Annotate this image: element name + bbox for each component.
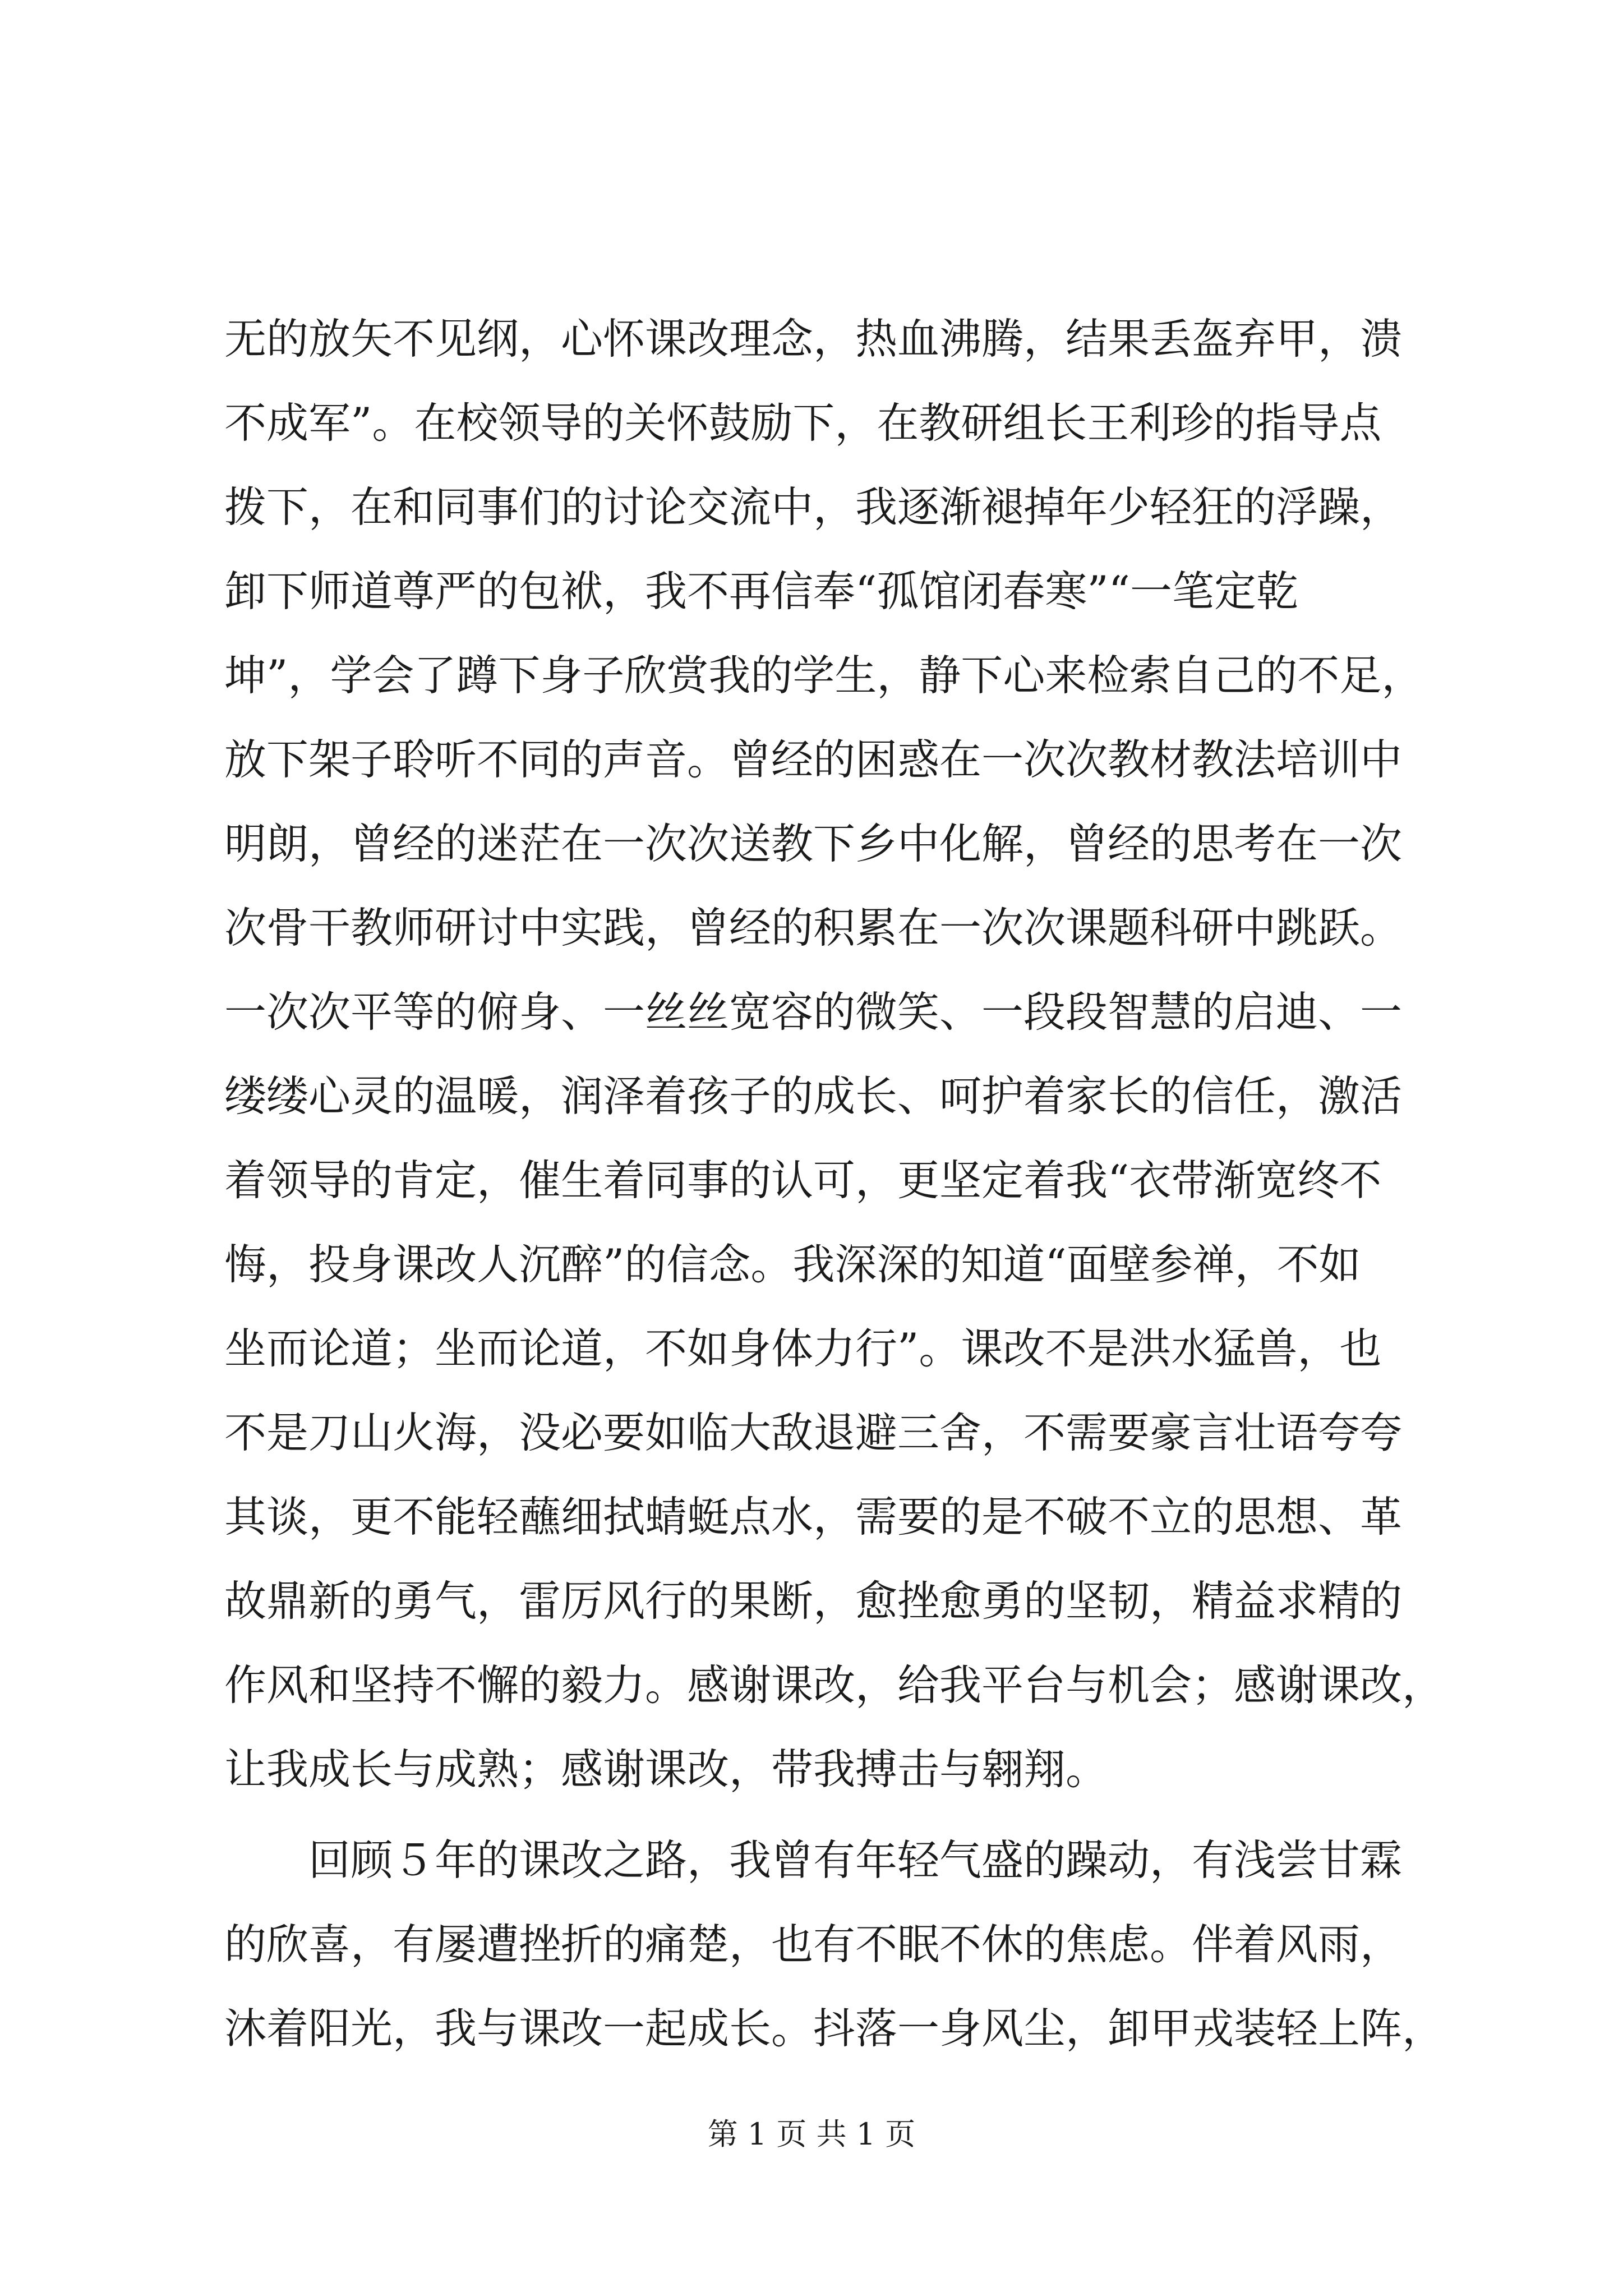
text-line: 不成军”。在校领导的关怀鼓励下，在教研组长王利珍的指导点 [224, 398, 1382, 448]
page-footer: 第 1 页 共 1 页 [707, 2116, 916, 2152]
text-line: 其谈，更不能轻蘸细拭蜻蜓点水，需要的是不破不立的思想、革 [224, 1492, 1403, 1542]
text-line: 无的放矢不见纲，心怀课改理念，热血沸腾，结果丢盔弃甲，溃 [224, 314, 1403, 364]
text-line: 卸下师道尊严的包袱，我不再信奉“孤馆闭春寒”“一笔定乾 [224, 567, 1299, 616]
text-line: 拨下，在和同事们的讨论交流中，我逐渐褪掉年少轻狂的浮躁， [224, 482, 1403, 532]
text-line: 一次次平等的俯身、一丝丝宽容的微笑、一段段智慧的启迪、一 [224, 987, 1403, 1037]
text-line: 明朗，曾经的迷茫在一次次送教下乡中化解，曾经的思考在一次 [224, 819, 1403, 868]
text-line: 悔，投身课改人沉醉”的信念。我深深的知道“面壁参禅，不如 [224, 1240, 1361, 1289]
document-body [224, 297, 1445, 2070]
text-line: 沐着阳光，我与课改一起成长。抖落一身风尘，卸甲戎装轻上阵， [224, 2004, 1445, 2053]
text-line: 缕缕心灵的温暖，润泽着孩子的成长、呵护着家长的信任，激活 [224, 1071, 1403, 1121]
text-line: 不是刀山火海，没必要如临大敌退避三舍，不需要豪言壮语夸夸 [224, 1408, 1403, 1457]
paragraph-start-line: 回顾５年的课改之路，我曾有年轻气盛的躁动，有浅尝甘霖 [308, 1835, 1403, 1885]
text-line: 作风和坚持不懈的毅力。感谢课改，给我平台与机会；感谢课改， [224, 1660, 1445, 1710]
text-line: 放下架子聆听不同的声音。曾经的困惑在一次次教材教法培训中 [224, 735, 1403, 784]
text-line: 让我成长与成熟；感谢课改，带我搏击与翱翔。 [224, 1745, 1108, 1794]
text-line: 故鼎新的勇气，雷厉风行的果断，愈挫愈勇的坚韧，精益求精的 [224, 1576, 1403, 1626]
text-line: 次骨干教师研讨中实践，曾经的积累在一次次课题科研中跳跃。 [224, 903, 1403, 953]
text-line: 的欣喜，有屡遭挫折的痛楚，也有不眠不休的焦虑。伴着风雨， [224, 1920, 1403, 1969]
text-line: 坐而论道；坐而论道，不如身体力行”。课改不是洪水猛兽，也 [224, 1324, 1382, 1373]
text-line: 坤”，学会了蹲下身子欣赏我的学生，静下心来检索自己的不足， [224, 651, 1424, 700]
text-line: 着领导的肯定，催生着同事的认可，更坚定着我“衣带渐宽终不 [224, 1156, 1382, 1205]
